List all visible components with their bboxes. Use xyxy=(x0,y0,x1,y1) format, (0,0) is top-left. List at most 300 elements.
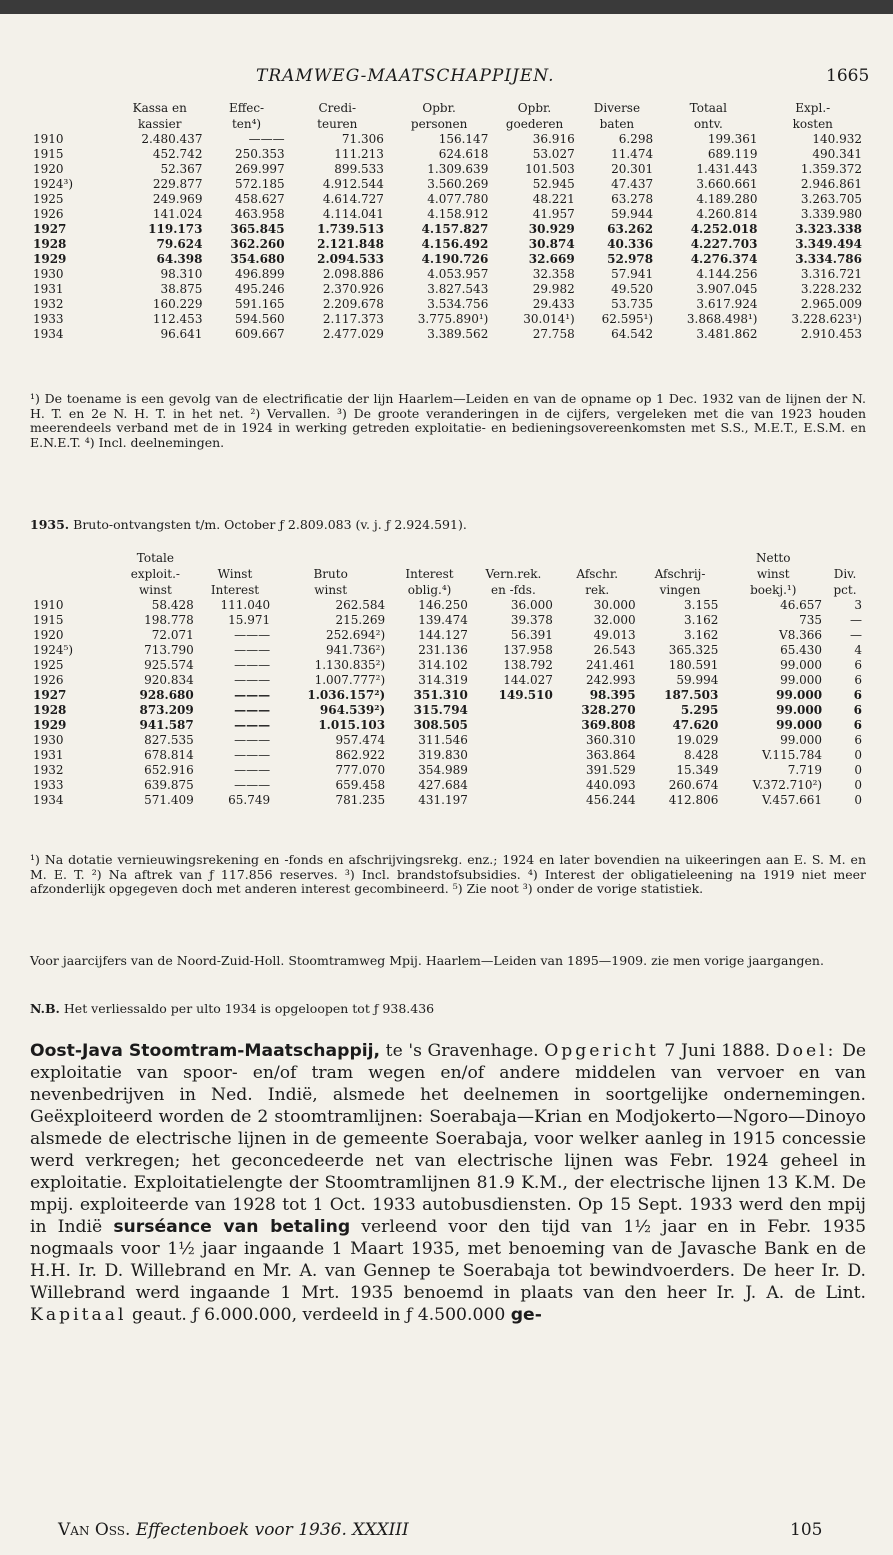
table-cell: ——— xyxy=(234,673,271,687)
row-year: 1928 xyxy=(33,237,67,251)
table-cell: 29.982 xyxy=(532,282,575,296)
table-row xyxy=(30,643,865,658)
table-cell: 827.535 xyxy=(144,733,194,747)
table-cell: 5.295 xyxy=(680,703,719,717)
table-cell: 40.336 xyxy=(607,237,654,251)
table-cell: 252.694²) xyxy=(326,628,386,642)
table-cell: 4.144.256 xyxy=(696,267,758,281)
table-cell: 7.719 xyxy=(787,763,823,777)
table-cell: 72.071 xyxy=(151,628,194,642)
table-cell: 11.474 xyxy=(611,147,654,161)
table-row xyxy=(30,628,865,643)
table-cell: 47.437 xyxy=(611,177,654,191)
table-cell: 1.015.103 xyxy=(318,718,386,732)
table-cell: 260.674 xyxy=(668,778,719,792)
table-cell: 1.359.372 xyxy=(800,162,862,176)
table-row xyxy=(30,162,865,177)
column-header: Afschrij- vingen xyxy=(654,567,706,597)
table-cell: V.457.661 xyxy=(762,793,823,807)
table-cell: 928.680 xyxy=(139,688,194,702)
table-cell: 6 xyxy=(854,658,862,672)
table-row xyxy=(30,688,865,703)
row-year: 1929 xyxy=(33,718,67,732)
row-year: 1934 xyxy=(33,327,64,341)
table-cell: 490.341 xyxy=(812,147,862,161)
table-cell: 32.358 xyxy=(532,267,575,281)
table-cell: 4.158.912 xyxy=(427,207,489,221)
table-cell: 3 xyxy=(854,598,862,612)
column-header: Credi- teuren xyxy=(317,101,358,131)
table-cell: 4 xyxy=(854,643,862,657)
table-row xyxy=(30,733,865,748)
table-cell: 3.263.705 xyxy=(800,192,862,206)
table-cell: 4.156.492 xyxy=(421,237,489,251)
table-cell: V.115.784 xyxy=(762,748,823,762)
table-cell: 941.736²) xyxy=(326,643,386,657)
table-cell: 1.309.639 xyxy=(427,162,489,176)
table-cell: 3.334.786 xyxy=(795,252,862,266)
table-row xyxy=(30,778,865,793)
table-cell: 198.778 xyxy=(144,613,194,627)
table-cell: 899.533 xyxy=(334,162,384,176)
table-cell: 6.298 xyxy=(618,132,654,146)
table-cell: 4.157.827 xyxy=(421,222,489,236)
table-cell: 58.428 xyxy=(151,598,194,612)
table-cell: ——— xyxy=(234,733,271,747)
table-cell: 65.749 xyxy=(228,793,271,807)
table-cell: 639.875 xyxy=(144,778,194,792)
table-cell: 0 xyxy=(854,748,862,762)
table-cell: 63.278 xyxy=(611,192,654,206)
column-header: Interest oblig.⁴) xyxy=(405,567,454,597)
table-cell: 920.834 xyxy=(144,673,194,687)
table-cell: 440.093 xyxy=(586,778,636,792)
table-row xyxy=(30,327,865,342)
table-row xyxy=(30,613,865,628)
table-cell: 32.669 xyxy=(528,252,575,266)
table-cell: 1.739.513 xyxy=(317,222,384,236)
table-cell: 30.874 xyxy=(528,237,575,251)
table-cell: 391.529 xyxy=(586,763,636,777)
footer-volume: XXXIII xyxy=(352,1520,409,1540)
table-cell: 308.505 xyxy=(413,718,468,732)
table-cell: ——— xyxy=(234,658,271,672)
nb-text: Het verliessaldo per ulto 1934 is opgeloopen tot ƒ 938.436 xyxy=(63,1001,435,1016)
table-cell: ——— xyxy=(234,688,271,702)
table-cell: 63.262 xyxy=(607,222,654,236)
row-year: 1910 xyxy=(33,598,64,612)
column-header: Opbr. goederen xyxy=(505,101,564,131)
row-year: 1932 xyxy=(33,297,64,311)
nb-note xyxy=(30,1002,866,1017)
table-cell: 98.395 xyxy=(589,688,636,702)
row-year: 1925 xyxy=(33,658,64,672)
table-cell: 571.409 xyxy=(144,793,194,807)
table-cell: 862.922 xyxy=(335,748,386,762)
table-cell: 160.229 xyxy=(152,297,203,311)
table-cell: 2.477.029 xyxy=(322,327,384,341)
table-cell: 365.845 xyxy=(230,222,285,236)
table-cell: ——— xyxy=(234,718,271,732)
table-cell: 101.503 xyxy=(525,162,575,176)
table-cell: 1.431.443 xyxy=(696,162,758,176)
table-cell: 140.932 xyxy=(812,132,862,146)
column-header: Kassa en kassier xyxy=(132,101,187,131)
table-cell: 3.323.338 xyxy=(795,222,862,236)
footer-publisher: Van Oss. xyxy=(58,1520,131,1540)
table-cell: 4.260.814 xyxy=(696,207,758,221)
row-year: 1933 xyxy=(33,778,64,792)
table-cell: 30.929 xyxy=(528,222,575,236)
row-year: 1930 xyxy=(33,733,64,747)
table-cell: 458.627 xyxy=(235,192,285,206)
table-cell: 47.620 xyxy=(672,718,719,732)
table-cell: 59.994 xyxy=(676,673,719,687)
table-cell: 2.094.533 xyxy=(317,252,384,266)
table-cell xyxy=(471,703,556,718)
table-cell: 2.965.009 xyxy=(800,297,862,311)
table-cell: 111.040 xyxy=(220,598,271,612)
table-cell: 4.190.726 xyxy=(421,252,489,266)
table-cell: 15.349 xyxy=(676,763,719,777)
table-cell: 112.453 xyxy=(152,312,203,326)
table-cell: 262.584 xyxy=(335,598,386,612)
table-cell: 2.910.453 xyxy=(800,327,862,341)
table-cell: 6 xyxy=(854,733,862,747)
table-cell: 3.228.232 xyxy=(800,282,862,296)
table-header-row xyxy=(30,100,865,132)
table-cell: 624.618 xyxy=(438,147,489,161)
table-cell: 96.641 xyxy=(160,327,203,341)
table-cell: 119.173 xyxy=(148,222,203,236)
table-cell: 144.127 xyxy=(418,628,468,642)
table-cell: 925.574 xyxy=(144,658,194,672)
table-cell: 199.361 xyxy=(707,132,758,146)
table-cell: 137.958 xyxy=(503,643,553,657)
table-cell: 427.684 xyxy=(418,778,468,792)
table-row xyxy=(30,598,865,613)
table-cell: 229.877 xyxy=(152,177,203,191)
table-cell: 351.310 xyxy=(413,688,468,702)
table-cell: 431.197 xyxy=(418,793,468,807)
table-cell: 6 xyxy=(854,673,862,687)
table-cell xyxy=(471,778,556,793)
table-cell: 52.945 xyxy=(532,177,575,191)
table-cell: 187.503 xyxy=(664,688,719,702)
table-cell: 678.814 xyxy=(144,748,194,762)
table-cell: 3.827.543 xyxy=(427,282,489,296)
table-cell: 713.790 xyxy=(144,643,194,657)
row-year: 1925 xyxy=(33,192,64,206)
table-row xyxy=(30,718,865,733)
row-year: 1915 xyxy=(33,147,64,161)
header-year xyxy=(30,550,114,598)
table-cell: 2.117.373 xyxy=(322,312,384,326)
table-cell: 99.000 xyxy=(780,733,823,747)
table-cell: 49.013 xyxy=(593,628,636,642)
body-text-3: geaut. ƒ 6.000.000, verdeeld in ƒ 4.500.000 xyxy=(131,1305,506,1325)
table-cell: ——— xyxy=(248,132,285,146)
table-cell: 0 xyxy=(854,778,862,792)
table-cell: 1.130.835²) xyxy=(314,658,386,672)
table-cell: 4.912.544 xyxy=(322,177,384,191)
page-number: 1665 xyxy=(826,66,870,86)
table-cell: 3.162 xyxy=(684,628,719,642)
opgericht-label: Opgericht xyxy=(544,1041,659,1061)
table-cell: 15.971 xyxy=(228,613,271,627)
table-cell: 241.461 xyxy=(586,658,636,672)
table-cell: 146.250 xyxy=(418,598,468,612)
table-cell: 4.614.727 xyxy=(322,192,384,206)
table-cell: 149.510 xyxy=(498,688,553,702)
column-header: Diverse baten xyxy=(593,101,641,131)
table-row xyxy=(30,252,865,267)
table-cell: 777.070 xyxy=(335,763,386,777)
table-cell: 3.162 xyxy=(684,613,719,627)
table-cell: 6 xyxy=(853,703,862,717)
table-row xyxy=(30,658,865,673)
table-cell: 1.007.777²) xyxy=(314,673,386,687)
table-row xyxy=(30,147,865,162)
table-cell: ——— xyxy=(234,763,271,777)
row-year: 1933 xyxy=(33,312,64,326)
row-year: 1930 xyxy=(33,267,64,281)
table-cell: 27.758 xyxy=(532,327,575,341)
row-year: 1931 xyxy=(33,282,64,296)
table-cell: 365.325 xyxy=(668,643,719,657)
table-cell: 71.306 xyxy=(341,132,384,146)
table-cell: 311.546 xyxy=(418,733,468,747)
financial-table-receipts xyxy=(30,100,865,342)
table-cell: 30.000 xyxy=(593,598,636,612)
table-cell: 4.077.780 xyxy=(427,192,489,206)
table-cell: 4.114.041 xyxy=(322,207,384,221)
table-row xyxy=(30,748,865,763)
opgericht-text: 7 Juni 1888. xyxy=(664,1041,771,1061)
table-cell: 56.391 xyxy=(510,628,553,642)
column-header: Effec- ten⁴) xyxy=(228,101,265,131)
table-cell: 652.916 xyxy=(144,763,194,777)
table-cell: 319.830 xyxy=(418,748,468,762)
table-cell xyxy=(471,748,556,763)
table-cell: 36.916 xyxy=(532,132,575,146)
table-cell: 495.246 xyxy=(235,282,285,296)
running-title: TRAMWEG-MAATSCHAPPIJEN. xyxy=(256,66,555,86)
table-cell: 314.102 xyxy=(418,658,468,672)
table-cell: 36.000 xyxy=(510,598,553,612)
table-row xyxy=(30,207,865,222)
table-cell: 3.339.980 xyxy=(800,207,862,221)
financial-table-profits xyxy=(30,550,865,808)
company-name: Oost-Java Stoomtram-Maatschappij, xyxy=(30,1041,381,1061)
table-row xyxy=(30,297,865,312)
table-cell: 62.595¹) xyxy=(601,312,654,326)
row-year: 1910 xyxy=(33,132,64,146)
table-cell: — xyxy=(850,613,862,627)
table-cell xyxy=(471,733,556,748)
table-cell: 463.958 xyxy=(235,207,285,221)
table-cell: 452.742 xyxy=(152,147,203,161)
table-cell: 52.367 xyxy=(160,162,203,176)
table-row xyxy=(30,312,865,327)
table-cell: 32.000 xyxy=(593,613,636,627)
table-cell: 8.428 xyxy=(684,748,719,762)
table-cell: 3.228.623¹) xyxy=(791,312,862,326)
table-cell: 3.349.494 xyxy=(795,237,862,251)
table-cell: 781.235 xyxy=(335,793,386,807)
table-cell: 941.587 xyxy=(139,718,194,732)
table-cell: 314.319 xyxy=(418,673,468,687)
table-cell xyxy=(471,718,556,733)
table-cell: 52.978 xyxy=(607,252,654,266)
footer-source xyxy=(58,1520,409,1540)
table-cell: 496.899 xyxy=(235,267,285,281)
table-cell: 2.209.678 xyxy=(322,297,384,311)
table-cell: 38.875 xyxy=(160,282,203,296)
table-row xyxy=(30,192,865,207)
table-cell: 99.000 xyxy=(776,688,823,702)
company-seat: te 's Gravenhage. xyxy=(385,1041,539,1061)
kapitaal-label: Kapitaal xyxy=(30,1305,127,1325)
table-row xyxy=(30,177,865,192)
table-cell: 0 xyxy=(854,793,862,807)
table-cell: 4.252.018 xyxy=(690,222,758,236)
table-cell: 242.993 xyxy=(586,673,636,687)
table-cell: 26.543 xyxy=(593,643,636,657)
row-year: 1920 xyxy=(33,628,64,642)
table-cell: 46.657 xyxy=(780,598,823,612)
table-cell: 99.000 xyxy=(780,658,823,672)
table-cell: 111.213 xyxy=(334,147,384,161)
top-scan-border xyxy=(0,0,893,14)
header-year xyxy=(30,100,114,132)
body-text-4: ge- xyxy=(510,1305,542,1325)
table-row xyxy=(30,237,865,252)
table-cell: 2.480.437 xyxy=(141,132,203,146)
table-cell: 594.560 xyxy=(235,312,285,326)
company-entry-oost-java xyxy=(30,1040,866,1326)
table-header-row xyxy=(30,550,865,598)
table-row xyxy=(30,222,865,237)
table-cell: 412.806 xyxy=(668,793,719,807)
table-cell: ——— xyxy=(234,628,271,642)
table-cell: 4.189.280 xyxy=(696,192,758,206)
table-cell: ——— xyxy=(234,703,271,717)
body-text-1: De exploitatie van spoor- en/of tram wegen en/of andere middelen van vervoer en van nevenbedrijven in Ned. Indië, alsmede het deelnemen in soortgelijke ondernemingen. Geëxploiteerd worden de 2 stoomtramlijnen: Soerabaja—Krian en Modjokerto—Ngoro—Dinoyo alsmede de electrische lijnen in de gemeente Soerabaja, voor welker aanleg in 1915 concessie werd verkregen; het geconcedeerde net van electrische lijnen was Febr. 1924 geheel in exploitatie. Exploitatielengte der Stoomtramlijnen 81.9 K.M., der electrische lijnen 13 K.M. De mpij. exploiteerde van 1928 tot 1 Oct. 1933 autobusdiensten. Op 15 Sept. 1933 werd den mpij in Indië xyxy=(30,1041,867,1237)
table-cell: 4.053.957 xyxy=(427,267,489,281)
table-cell: 3.617.924 xyxy=(696,297,758,311)
table-cell: 99.000 xyxy=(776,703,823,717)
table-cell: 2.370.926 xyxy=(322,282,384,296)
table-cell: 180.591 xyxy=(668,658,719,672)
table-cell: 39.378 xyxy=(510,613,553,627)
table-cell: 65.430 xyxy=(780,643,823,657)
doel-label: Doel: xyxy=(775,1041,837,1061)
table-cell: 3.534.756 xyxy=(427,297,489,311)
table-cell: 249.969 xyxy=(152,192,203,206)
table-cell: 59.944 xyxy=(611,207,654,221)
nb-label: N.B. xyxy=(30,1001,60,1016)
row-year: 1926 xyxy=(33,673,64,687)
year-1935-label: 1935. xyxy=(30,517,70,532)
row-year: 1924⁵) xyxy=(33,643,74,657)
table-cell: 156.147 xyxy=(438,132,489,146)
table-cell: 0 xyxy=(854,763,862,777)
column-header: Bruto winst xyxy=(313,567,348,597)
table-cell: 964.539²) xyxy=(319,703,386,717)
table-cell xyxy=(471,793,556,808)
footnotes-table2: ¹) Na dotatie vernieuwingsrekening en -fonds en afschrijvingsrekg. enz.; 1924 en later bovendien na uikeeringen aan E. S. M. en M. E. T. ²) Na aftrek van ƒ 117.856 reserves. ³) Incl. brandstofsubsidies. ⁴) Interest der obligatieleening na 1919 niet meer afzonderlijk opgegeven doch met anderen interest gecombineerd. ⁵) Zie noot ³) onder de vorige statistiek. xyxy=(30,852,866,896)
row-year: 1931 xyxy=(33,748,64,762)
table-cell: 2.121.848 xyxy=(317,237,384,251)
table-cell: 3.868.498¹) xyxy=(686,312,758,326)
table-cell: — xyxy=(850,628,862,642)
column-header: Afschr. rek. xyxy=(576,567,619,597)
table-cell: V.372.710²) xyxy=(752,778,823,792)
table-cell: 20.301 xyxy=(611,162,654,176)
footer-page-number: 105 xyxy=(790,1520,823,1540)
table-cell: 269.997 xyxy=(235,162,285,176)
table-cell: 138.792 xyxy=(503,658,553,672)
table-cell: 2.946.861 xyxy=(800,177,862,191)
row-year: 1927 xyxy=(33,222,67,236)
table-cell: 6 xyxy=(853,718,862,732)
table-cell: 360.310 xyxy=(586,733,636,747)
table-cell: 2.098.886 xyxy=(322,267,384,281)
table-cell: 3.775.890¹) xyxy=(417,312,489,326)
table-cell: 41.957 xyxy=(532,207,575,221)
table-cell: 369.808 xyxy=(581,718,636,732)
table-cell: 1.036.157²) xyxy=(307,688,386,702)
table-cell: 3.389.562 xyxy=(427,327,489,341)
table-cell: 29.433 xyxy=(532,297,575,311)
table-cell: 49.520 xyxy=(611,282,654,296)
table-cell: 98.310 xyxy=(160,267,203,281)
table-cell: 53.735 xyxy=(611,297,654,311)
row-year: 1934 xyxy=(33,793,64,807)
table-cell: 139.474 xyxy=(418,613,468,627)
table-cell: 19.029 xyxy=(676,733,719,747)
column-header: Totale exploit.- winst xyxy=(130,551,180,597)
table-cell: 4.227.703 xyxy=(690,237,758,251)
table-cell: 572.185 xyxy=(235,177,285,191)
table-row xyxy=(30,703,865,718)
table-cell: 215.269 xyxy=(335,613,386,627)
table-cell: 3.155 xyxy=(684,598,719,612)
table-cell: 231.136 xyxy=(418,643,468,657)
table-cell: 689.119 xyxy=(707,147,758,161)
table-cell: 957.474 xyxy=(335,733,386,747)
table-cell: ——— xyxy=(234,748,271,762)
table-cell: 591.165 xyxy=(235,297,285,311)
table-row xyxy=(30,267,865,282)
column-header: Div. pct. xyxy=(833,567,857,597)
table-cell: 64.398 xyxy=(156,252,203,266)
table-cell: 144.027 xyxy=(503,673,553,687)
column-header: Vern.rek. en -fds. xyxy=(485,567,542,597)
table-row xyxy=(30,673,865,688)
table-cell: 30.014¹) xyxy=(523,312,575,326)
table-cell: 4.276.374 xyxy=(690,252,758,266)
body-text-2: verleend voor den tijd van 1½ jaar en in Febr. 1935 nogmaals voor 1½ jaar ingaande 1 Maart 1935, met benoeming van de Javasche Bank en de H.H. Ir. D. Willebrand en Mr. A. van Gennep te Soerabaja tot bewindvoerders. De heer Ir. D. Willebrand werd ingaande 1 Mrt. 1935 benoemd in plaats van den heer Ir. J. A. de Lint. xyxy=(30,1217,867,1303)
table-cell: 3.560.269 xyxy=(427,177,489,191)
row-year: 1928 xyxy=(33,703,67,717)
table-cell: 3.316.721 xyxy=(800,267,862,281)
row-year: 1932 xyxy=(33,763,64,777)
column-header: Opbr. personen xyxy=(410,101,468,131)
row-year: 1920 xyxy=(33,162,64,176)
column-header: Expl.- kosten xyxy=(792,101,833,131)
